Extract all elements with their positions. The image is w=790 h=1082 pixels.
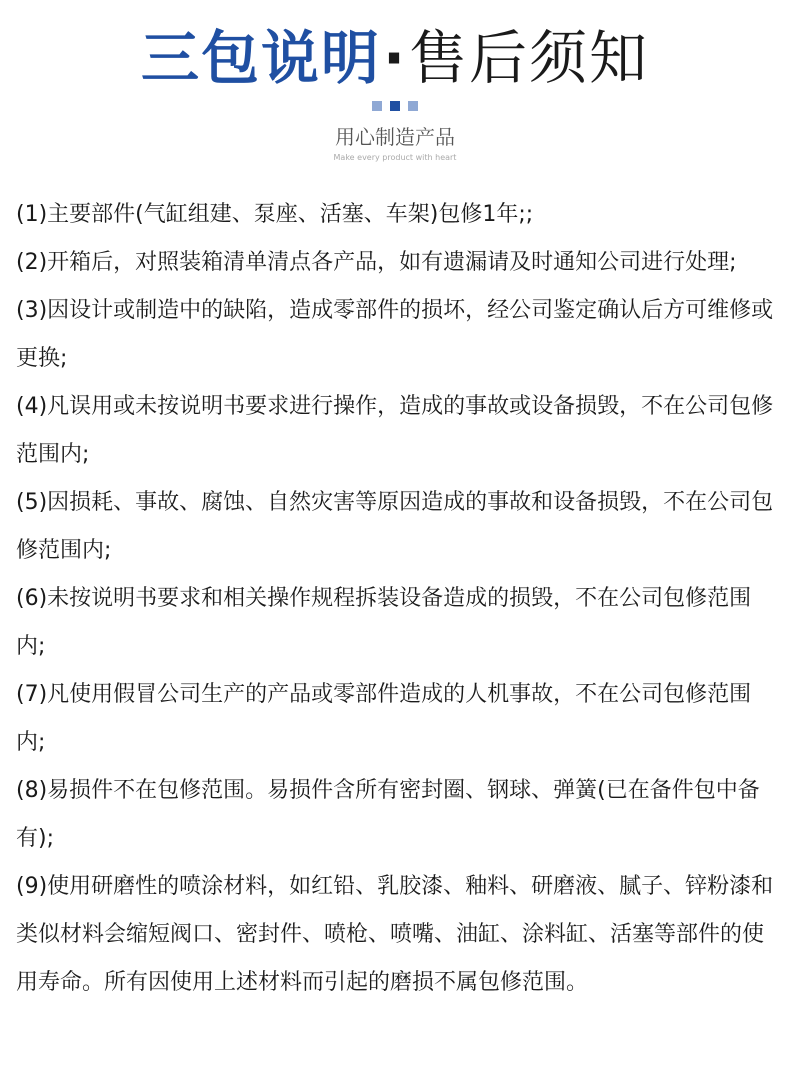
title-black-part: 售后须知 [409,24,650,92]
warranty-terms-list [16,191,776,1007]
square-left-icon [372,101,382,111]
warranty-item-8: (8)易损件不在包修范围。易损件含所有密封圈、钢球、弹簧(已在备件包中备有); [16,778,760,851]
warranty-item-2: (2)开箱后，对照装箱清单清点各产品，如有遗漏请及时通知公司进行处理; [16,250,737,275]
subtitle-english: Make every product with heart [333,153,457,162]
header [0,0,790,170]
title-separator-dot: · [382,24,408,92]
warranty-item-9: (9)使用研磨性的喷涂材料，如红铅、乳胶漆、釉料、研磨液、腻子、锌粉漆和类似材料会缩短阀口、密封件、喷枪、喷嘴、油缸、涂料缸、活塞等部件的使用寿命。所有因使用上述材料而引起的磨损不属包修范围。 [16,874,774,995]
warranty-item-6: (6)未按说明书要求和相关操作规程拆装设备造成的损毁，不在公司包修范围内; [16,586,752,659]
title-blue-part: 三包说明 [140,24,381,92]
decorative-squares [0,101,790,111]
warranty-item-1: (1)主要部件(气缸组建、泵座、活塞、车架)包修1年;; [16,202,534,227]
square-center-icon [390,101,400,111]
square-right-icon [408,101,418,111]
page-title [0,22,790,94]
warranty-item-3: (3)因设计或制造中的缺陷，造成零部件的损坏，经公司鉴定确认后方可维修或更换; [16,298,774,371]
warranty-item-7: (7)凡使用假冒公司生产的产品或零部件造成的人机事故，不在公司包修范围内; [16,682,752,755]
warranty-item-5: (5)因损耗、事故、腐蚀、自然灾害等原因造成的事故和设备损毁，不在公司包修范围内; [16,490,774,563]
warranty-item-4: (4)凡误用或未按说明书要求进行操作，造成的事故或设备损毁，不在公司包修范围内; [16,394,774,467]
subtitle: 用心制造产品 [335,125,455,149]
